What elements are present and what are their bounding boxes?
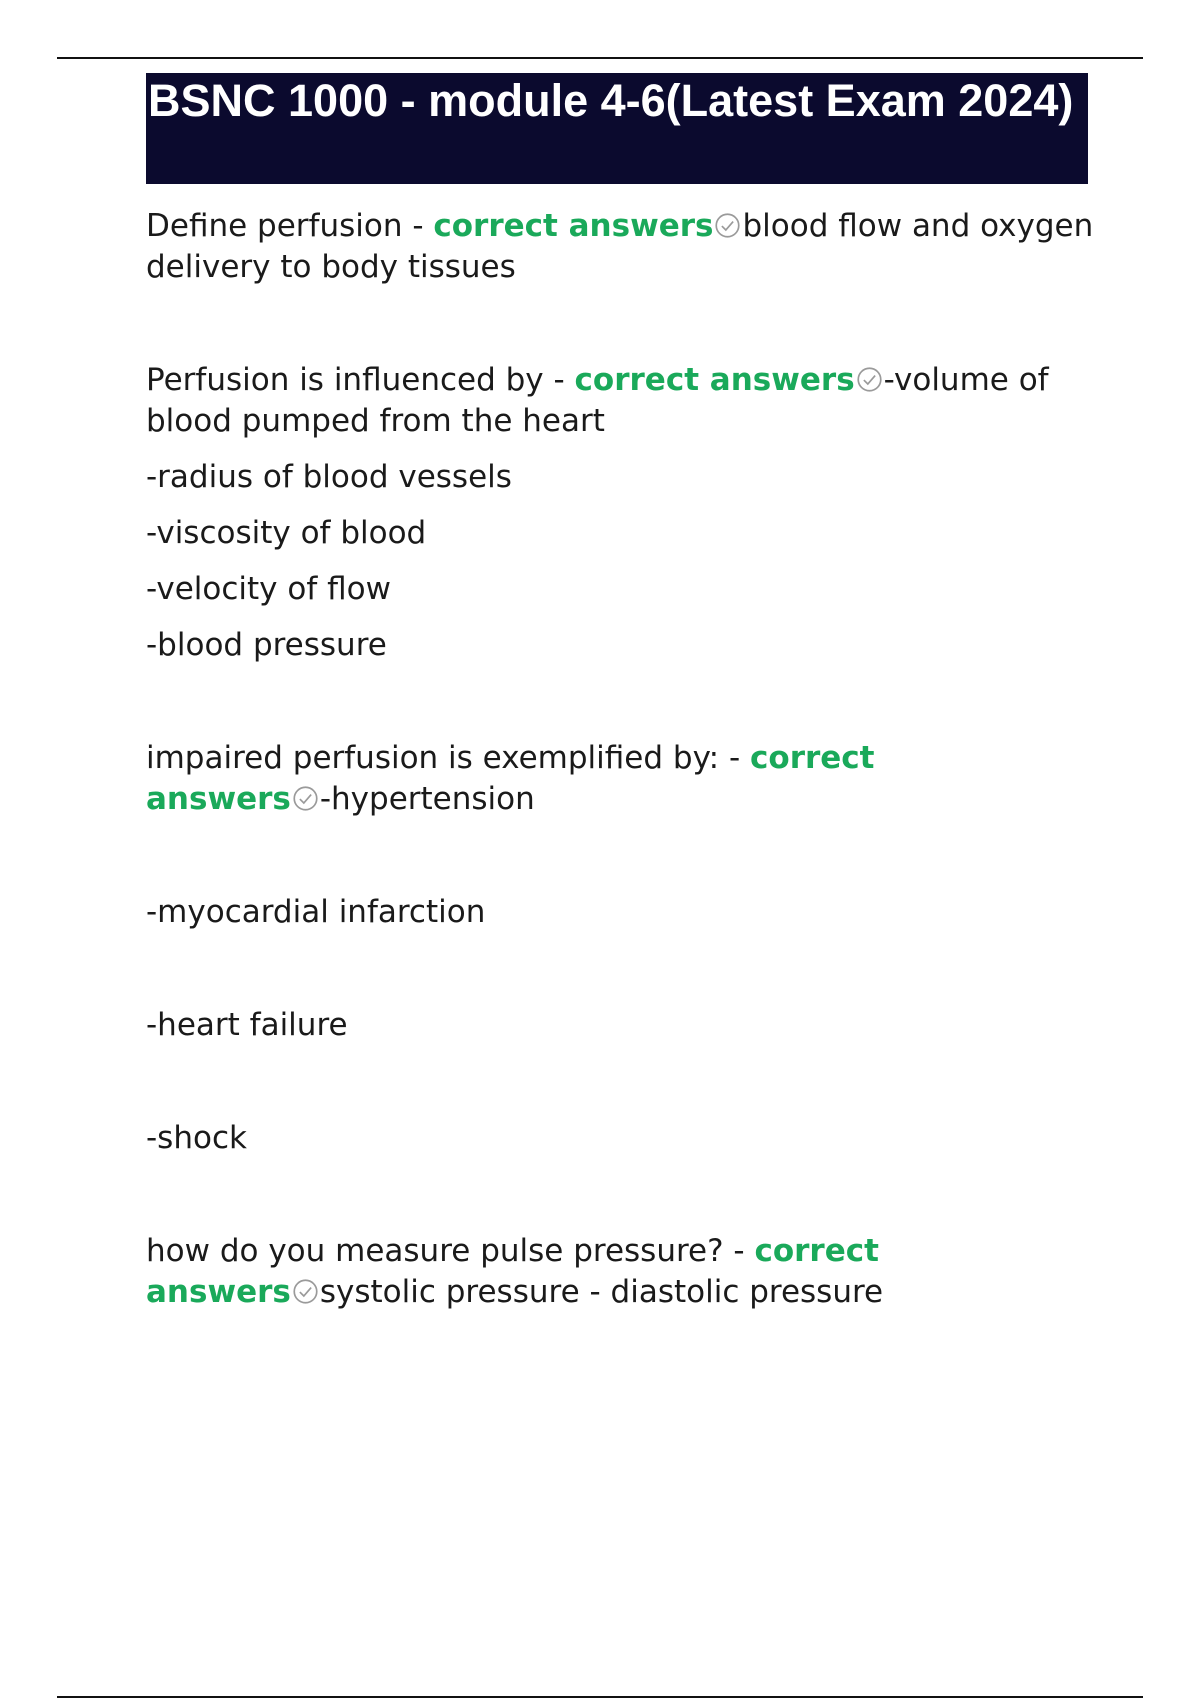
question-text: Define perfusion - xyxy=(146,208,434,244)
answer-text: -volume of blood pumped from the heart xyxy=(146,362,1049,439)
answer-text: blood flow and oxygen delivery to body tissues xyxy=(146,208,1094,285)
list-item: -heart failure xyxy=(146,1007,348,1043)
qa-entry-1 xyxy=(146,206,1106,288)
list-item: -velocity of flow xyxy=(146,571,391,607)
top-rule xyxy=(57,57,1143,59)
document-body xyxy=(146,206,1106,1313)
answer-label: correct answers xyxy=(146,740,875,817)
qa-entry-4 xyxy=(146,1231,946,1313)
list-item: -viscosity of blood xyxy=(146,515,427,551)
check-circle-icon xyxy=(714,212,741,239)
answer-label: correct answers xyxy=(574,362,855,398)
list-item: -shock xyxy=(146,1120,247,1156)
title-banner xyxy=(146,73,1088,184)
check-circle-icon xyxy=(292,785,319,812)
list-item: -myocardial infarction xyxy=(146,894,486,930)
answer-text: systolic pressure - diastolic pressure xyxy=(319,1274,884,1310)
question-text: Perfusion is influenced by - xyxy=(146,362,575,398)
check-circle-icon xyxy=(292,1278,319,1305)
question-text: how do you measure pulse pressure? - xyxy=(146,1233,755,1269)
list-item: -blood pressure xyxy=(146,627,387,663)
bottom-rule xyxy=(57,1696,1143,1698)
list-item: -radius of blood vessels xyxy=(146,459,512,495)
answer-label: correct answers xyxy=(433,208,714,244)
qa-entry-3 xyxy=(146,738,946,820)
answer-text: -hypertension xyxy=(319,781,535,817)
page-title: BSNC 1000 - module 4-6(Latest Exam 2024) xyxy=(148,75,1074,126)
answer-label: correct answers xyxy=(146,1233,879,1310)
question-text: impaired perfusion is exemplified by: - xyxy=(146,740,751,776)
qa-entry-2 xyxy=(146,360,1106,442)
check-circle-icon xyxy=(856,366,883,393)
